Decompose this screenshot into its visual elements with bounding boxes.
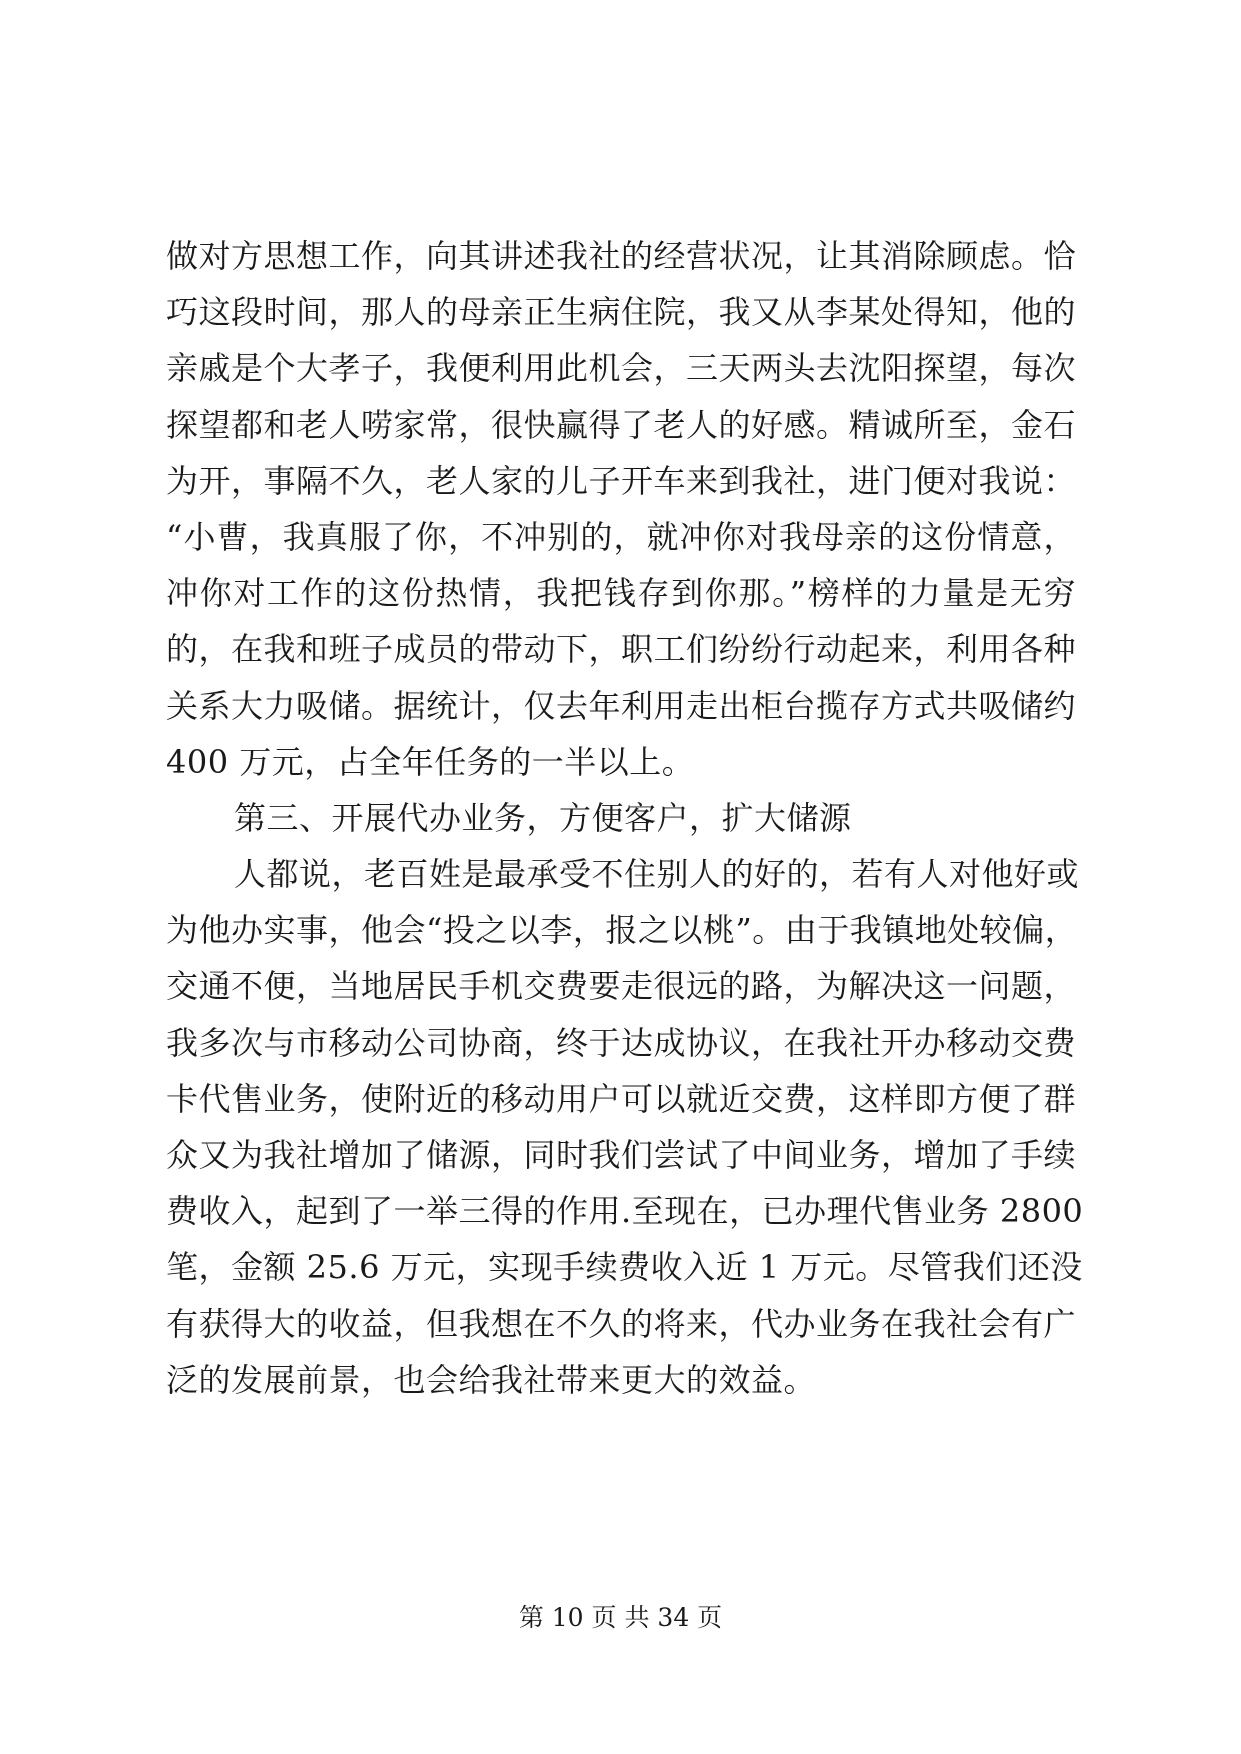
text-line: 众又为我社增加了储源，同时我们尝试了中间业务，增加了手续	[166, 1136, 1077, 1174]
text-line: 交通不便，当地居民手机交费要走很远的路，为解决这一问题，	[166, 967, 1077, 1006]
section-heading: 第三、开展代办业务，方便客户，扩大储源	[234, 798, 852, 837]
body-text	[166, 228, 1084, 1408]
text-line: 为开，事隔不久，老人家的儿子开车来到我社，进门便对我说：	[166, 461, 1077, 500]
text-line: 的，在我和班子成员的带动下，职工们纷纷行动起来，利用各种	[166, 630, 1077, 669]
text-line: 关系大力吸储。据统计，仅去年利用走出柜台揽存方式共吸储约	[166, 686, 1077, 725]
text-line: 探望都和老人唠家常，很快赢得了老人的好感。精诚所至，金石	[166, 405, 1077, 444]
text-line: 我多次与市移动公司协商，终于达成协议，在我社开办移动交费	[166, 1023, 1077, 1062]
text-line: 亲戚是个大孝子，我便利用此机会，三天两头去沈阳探望，每次	[166, 349, 1077, 388]
text-line: 人都说，老百姓是最承受不住别人的好的，若有人对他好或	[234, 855, 1080, 894]
text-line: 400 万元，占全年任务的一半以上。	[166, 742, 695, 781]
text-line: 冲你对工作的这份热情，我把钱存到你那。”榜样的力量是无穷	[166, 574, 1076, 613]
text-line: 卡代售业务，使附近的移动用户可以就近交费，这样即方便了群	[166, 1079, 1077, 1118]
text-line: 笔，金额 25.6 万元，实现手续费收入近 1 万元。尽管我们还没	[166, 1248, 1083, 1287]
text-line: 为他办实事，他会“投之以李，报之以桃”。由于我镇地处较偏，	[166, 911, 1078, 950]
text-line: 有获得大的收益，但我想在不久的将来，代办业务在我社会有广	[166, 1304, 1077, 1343]
text-line: “小曹，我真服了你，不冲别的，就冲你对我母亲的这份情意，	[166, 517, 1076, 556]
text-line: 费收入，起到了一举三得的作用.至现在，已办理代售业务 2800	[166, 1192, 1084, 1231]
page-number-footer: 第 10 页 共 34 页	[518, 1603, 723, 1632]
text-line: 泛的发展前景，也会给我社带来更大的效益。	[166, 1360, 817, 1399]
text-line: 巧这段时间，那人的母亲正生病住院，我又从李某处得知，他的	[166, 293, 1077, 332]
text-line: 做对方思想工作，向其讲述我社的经营状况，让其消除顾虑。恰	[166, 237, 1077, 275]
